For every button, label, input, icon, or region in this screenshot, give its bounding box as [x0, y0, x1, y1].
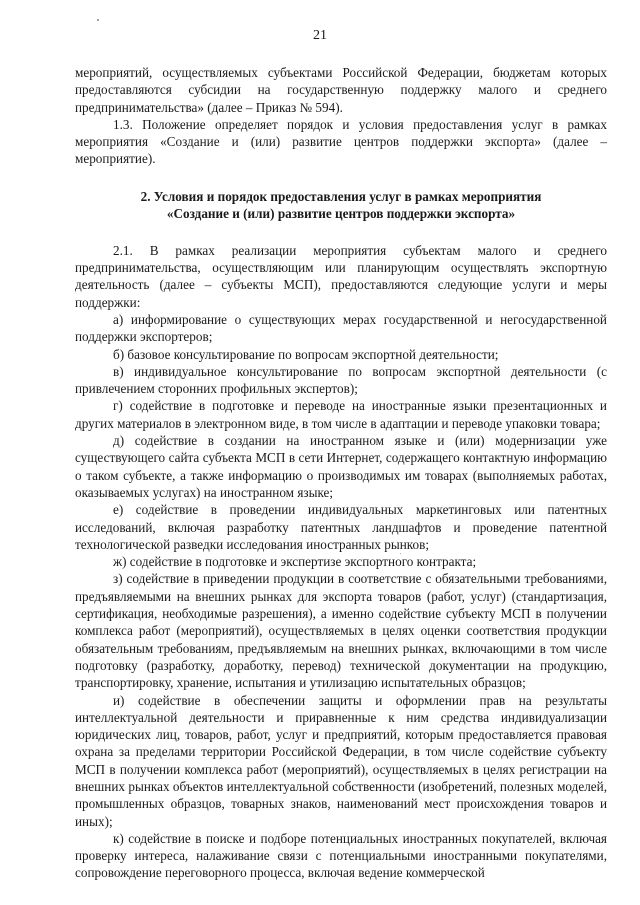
paragraph-1-3: 1.3. Положение определяет порядок и условия предоставления услуг в рамках мероприятия «Создание и (или) развитие центров поддержки экспорта» (далее – мероприятие). — [75, 116, 607, 167]
section-heading — [75, 188, 607, 222]
document-body — [75, 64, 607, 882]
list-item-e: е) содействие в проведении индивидуальных маркетинговых или патентных исследований, включая разработку патентных ландшафтов и проведение патентной технологической разведки исследования иностранных рынков; — [75, 502, 607, 552]
list-item-zh: ж) содействие в подготовке и экспертизе экспортного контракта; — [113, 554, 477, 570]
paragraph-2-1: 2.1. В рамках реализации мероприятия субъектам малого и среднего предпринимательства, осуществляющим или планирующим осуществлять экспортную деятельность (далее – субъекты МСП), предоставляются следующие услуги и меры поддержки: — [75, 242, 607, 310]
list-item-v: в) индивидуальное консультирование по вопросам экспортной деятельности (с привлечением сторонних профильных экспертов); — [75, 363, 607, 397]
page-number: 21 — [313, 28, 327, 43]
list-item-d: д) содействие в создании на иностранном языке и (или) модернизации уже существующего сайта субъекта МСП в сети Интернет, содержащего контактную информацию о таком субъекте, а также информацию о производимых им товарах (выполняемых работах, оказываемых услугах) на иностранном языке; — [75, 433, 607, 500]
list-item-i: и) содействие в обеспечении защиты и оформлении прав на результаты интеллектуальной деятельности и приравненные к ним средства индивидуализации юридических лиц, товаров, работ, услуг и предприятий, которым предоставляется правовая охрана за пределами территории Российской Федерации, в том числе содействие субъекту МСП в получении комплекса работ (мероприятий), осуществляемых в целях регистрации на внешних рынках объектов интеллектуальной собственности (изобретений, полезных моделей, промышленных образцов, товарных знаков, наименований мест происхождения товаров и иных); — [75, 692, 607, 829]
paragraph-intro-continued: мероприятий, осуществляемых субъектами Российской Федерации, бюджетам которых предоставляются субсидии на государственную поддержку малого и среднего предпринимательства» (далее – Приказ № 594). — [75, 65, 607, 115]
list-item-g: г) содействие в подготовке и переводе на иностранные языки презентационных и других материалов в электронном виде, в том числе в адаптации и переводе упаковки товара; — [75, 398, 607, 431]
section-heading-line-1: 2. Условия и порядок предоставления услуг в рамках мероприятия — [140, 188, 542, 204]
list-item-a: а) информирование о существующих мерах государственной и негосударственной поддержки экспортеров; — [75, 311, 607, 345]
list-item-b: б) базовое консультирование по вопросам экспортной деятельности; — [113, 346, 499, 362]
scan-speck — [97, 19, 99, 21]
list-item-z: з) содействие в приведении продукции в соответствие с обязательными требованиями, предъявляемыми на внешних рынках для экспорта товаров (работ, услуг) (стандартизация, сертификация, необходимые разрешения), а именно содействие субъекту МСП в получении комплекса работ (мероприятий), осуществляемых в целях оценки соответствия продукции обязательным требованиям, предъявляемым на внешних рынках, включающими в том числе подготовку (разработку, доработку, перевод) технической документации на продукцию, транспортировку, хранение, испытания и утилизацию испытательных образцов; — [75, 571, 607, 691]
section-heading-line-2: «Создание и (или) развитие центров поддержки экспорта» — [166, 205, 516, 221]
list-item-k: к) содействие в поиске и подборе потенциальных иностранных покупателей, включая проверку интереса, налаживание связи с потенциальными иностранными покупателями, сопровождение переговорного процесса, включая ведение коммерческой — [75, 830, 607, 881]
